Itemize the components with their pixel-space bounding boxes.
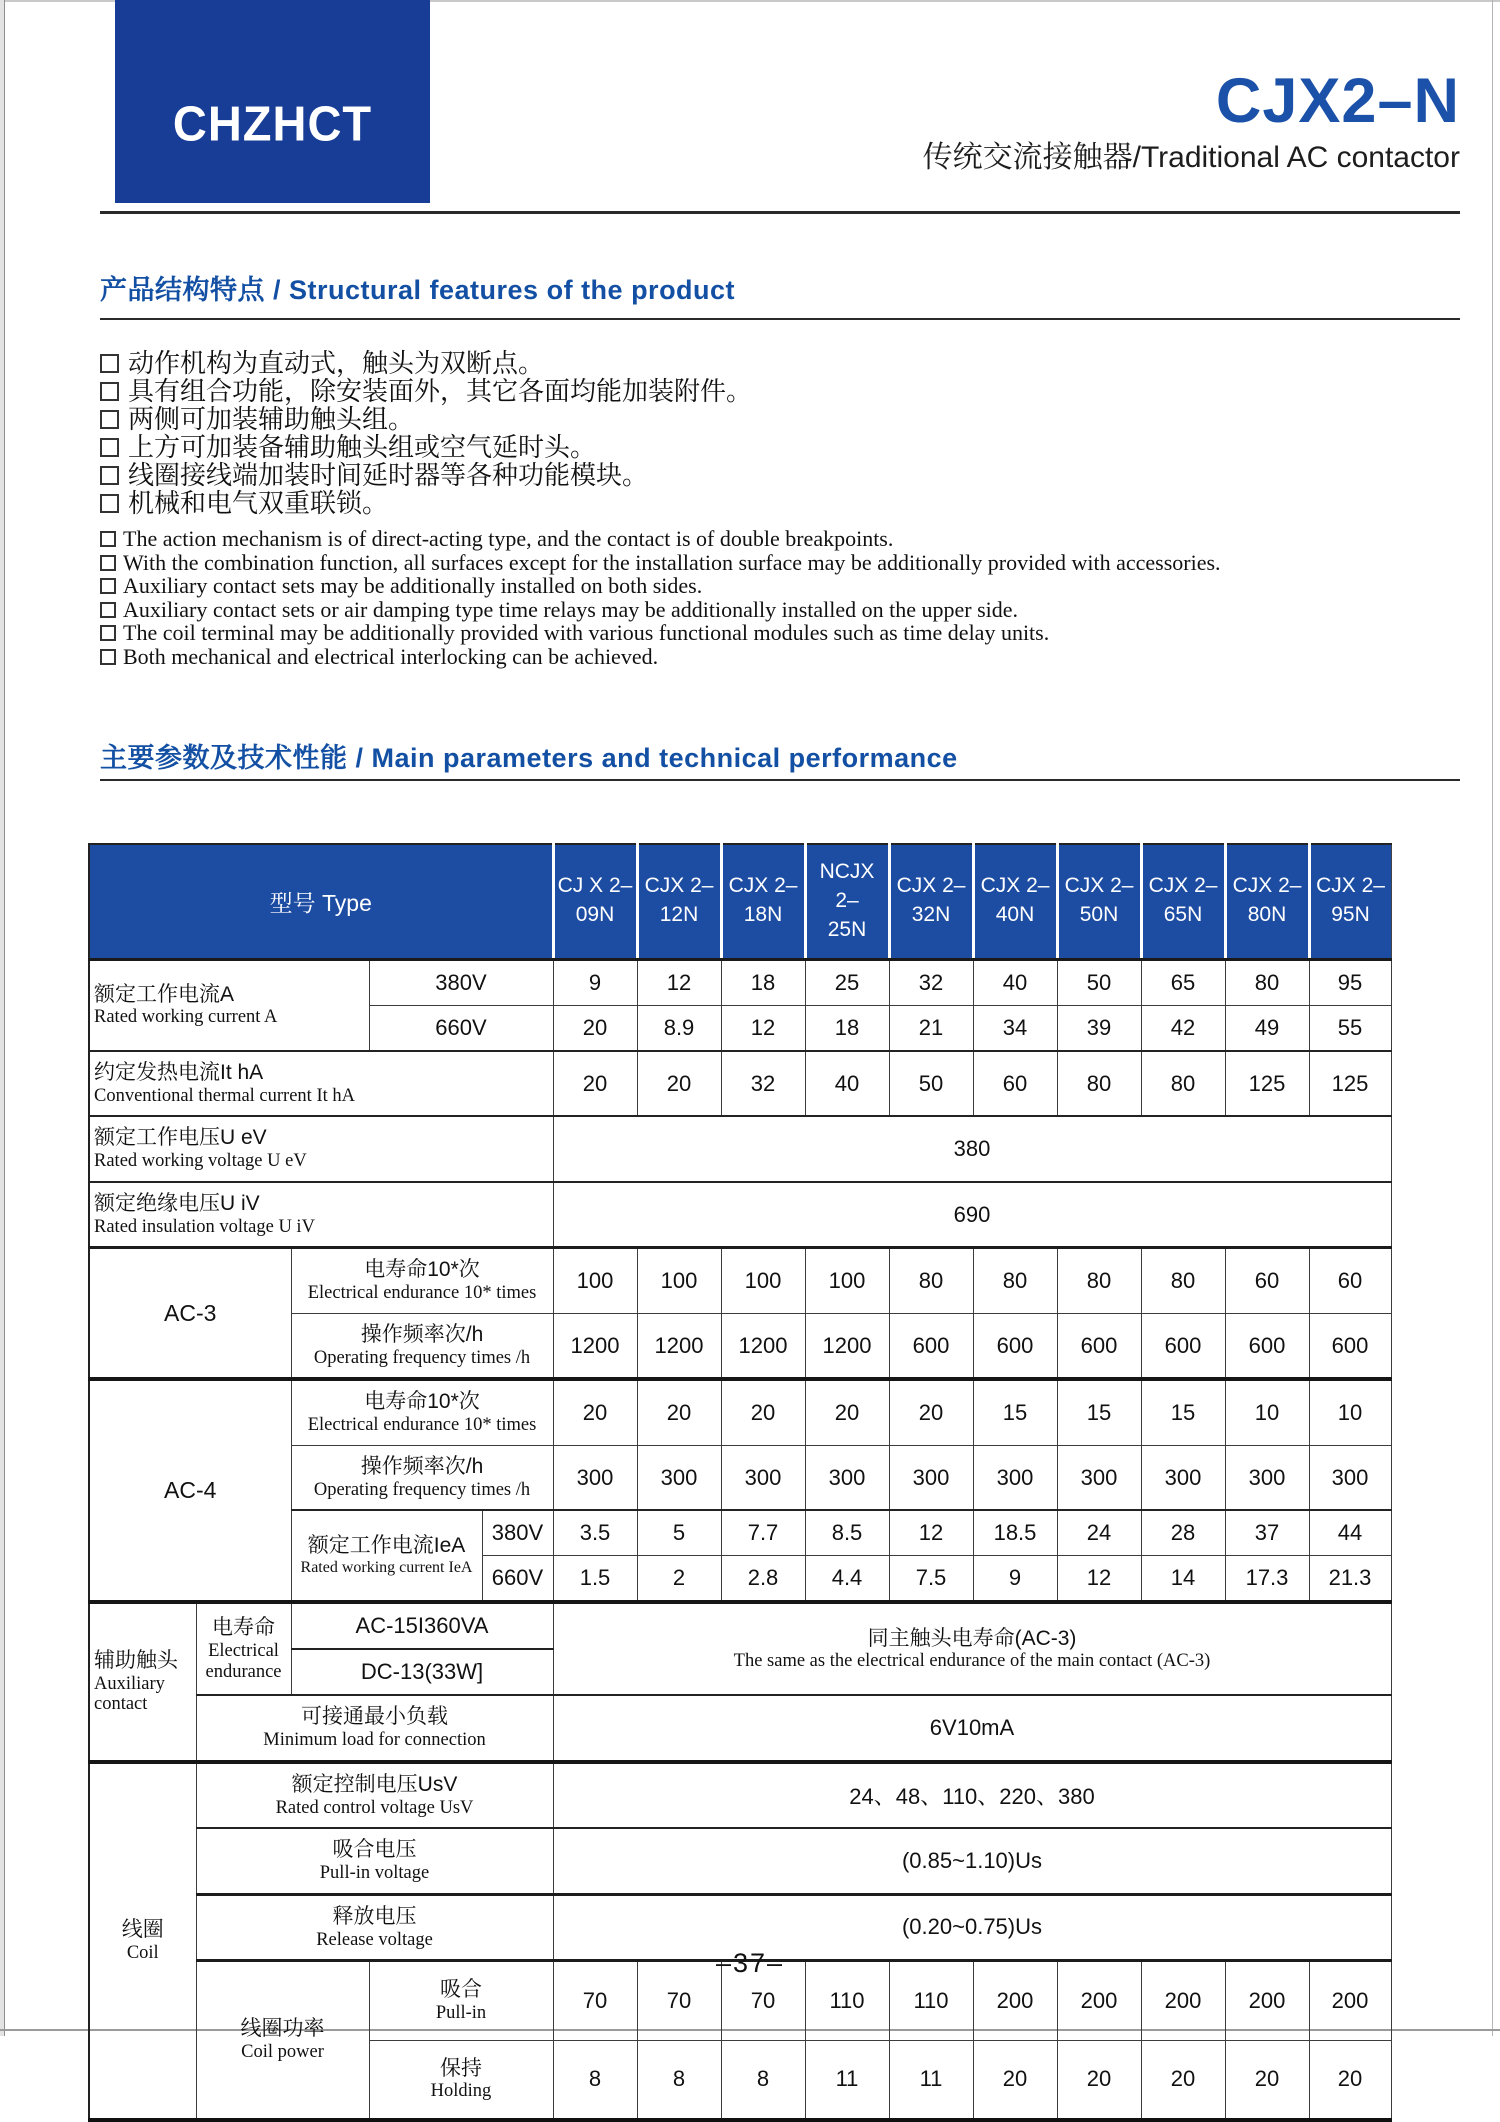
value-cell: 70 xyxy=(637,1961,721,2040)
sub-label-en: Operating frequency times /h xyxy=(313,1347,531,1368)
value-cell: 300 xyxy=(1309,1445,1391,1510)
value-cell: 55 xyxy=(1309,1005,1391,1051)
sub-label-zh: 额定控制电压UsV xyxy=(291,1772,458,1796)
table-header-row xyxy=(89,844,1391,959)
value-cell: 20 xyxy=(889,1379,973,1445)
value-cell: 80 xyxy=(1225,959,1309,1005)
feature-text: 线圈接线端加装时间延时器等各种功能模块。 xyxy=(128,460,649,490)
sub-label-en: Release voltage xyxy=(316,1929,433,1950)
value-cell: 300 xyxy=(889,1445,973,1510)
value-cell: 20 xyxy=(1057,2040,1141,2120)
value-cell: 20 xyxy=(553,1005,637,1051)
value-cell: 12 xyxy=(721,1005,805,1051)
group-label-ac4: AC-4 xyxy=(89,1379,291,1602)
table-row-aux-ac15 xyxy=(89,1602,1391,1649)
value-cell: 40 xyxy=(973,959,1057,1005)
merged-value: 690 xyxy=(553,1182,1391,1248)
value-cell: 300 xyxy=(1225,1445,1309,1510)
value-cell: 300 xyxy=(721,1445,805,1510)
value-cell: 100 xyxy=(553,1248,637,1313)
value-cell: 200 xyxy=(1309,1961,1391,2040)
value-cell: 8.5 xyxy=(805,1510,889,1556)
value-cell: 10 xyxy=(1309,1379,1391,1445)
table-row-working-voltage xyxy=(89,1116,1391,1181)
model-header-cell: CJX 2– 50N xyxy=(1057,844,1141,959)
sub-label-en: Rated working current IeA xyxy=(300,1559,473,1577)
value-cell: 17.3 xyxy=(1225,1556,1309,1603)
value-cell: 1200 xyxy=(805,1313,889,1379)
feature-item xyxy=(100,598,1490,622)
value-cell: 20 xyxy=(553,1051,637,1116)
value-cell: 10 xyxy=(1225,1379,1309,1445)
row-label-en: Rated working current A xyxy=(94,1007,278,1028)
sub-label-zh: 电寿命10*次 xyxy=(364,1390,480,1414)
value-cell: 1200 xyxy=(637,1313,721,1379)
features-heading: 产品结构特点 / Structural features of the product xyxy=(100,275,736,305)
feature-text: 动作机构为直动式，触头为双断点。 xyxy=(128,348,545,378)
value-cell: 125 xyxy=(1309,1051,1391,1116)
sub-label-en: Rated control voltage UsV xyxy=(275,1797,474,1818)
row-label xyxy=(89,1182,553,1248)
title-block xyxy=(922,66,1460,174)
row-label xyxy=(89,1116,553,1181)
feature-text: 具有组合功能，除安装面外，其它各面均能加装附件。 xyxy=(128,376,753,406)
sub-label: DC-13(33W] xyxy=(291,1649,553,1695)
checkbox-square-icon xyxy=(100,382,119,401)
row-label xyxy=(89,959,369,1051)
value-cell: 28 xyxy=(1141,1510,1225,1556)
table-row-ac4-endurance xyxy=(89,1379,1391,1445)
value-cell: 600 xyxy=(1309,1313,1391,1379)
parameters-table xyxy=(88,843,1392,2122)
sub-label-en: Electrical endurance 10* times xyxy=(307,1283,537,1304)
model-header-cell: CJX 2– 18N xyxy=(721,844,805,959)
value-cell: 20 xyxy=(1141,2040,1225,2120)
value-cell: 80 xyxy=(889,1248,973,1313)
feature-item xyxy=(100,433,1480,461)
sub-label xyxy=(291,1313,553,1379)
value-cell: 37 xyxy=(1225,1510,1309,1556)
sub-label-zh: 保持 xyxy=(440,2056,482,2080)
row-label-en: Rated insulation voltage U iV xyxy=(94,1216,315,1237)
value-cell: 20 xyxy=(973,2040,1057,2120)
sub-label-zh: 吸合 xyxy=(440,1978,482,2002)
merged-value: 6V10mA xyxy=(553,1695,1391,1761)
value-cell: 21 xyxy=(889,1005,973,1051)
value-cell: 70 xyxy=(553,1961,637,2040)
value-cell: 60 xyxy=(1225,1248,1309,1313)
checkbox-square-icon xyxy=(100,494,119,513)
checkbox-square-icon xyxy=(100,410,119,429)
value-cell: 60 xyxy=(1309,1248,1391,1313)
value-cell: 20 xyxy=(553,1379,637,1445)
row-label-en: Rated working voltage U eV xyxy=(94,1151,307,1172)
value-cell: 4.4 xyxy=(805,1556,889,1603)
value-cell: 25 xyxy=(805,959,889,1005)
group-label-en: Coil xyxy=(126,1943,159,1964)
brand-logo-text: CHZHCT xyxy=(172,95,373,152)
value-cell: 95 xyxy=(1309,959,1391,1005)
feature-text: With the combination function, all surfaces except for the installation surface may be additionally provided with accessories. xyxy=(123,549,1221,575)
sub-label xyxy=(291,1510,482,1602)
model-header-cell: CJX 2– 40N xyxy=(973,844,1057,959)
feature-item xyxy=(100,461,1480,489)
value-cell: 80 xyxy=(1141,1051,1225,1116)
value-cell: 600 xyxy=(1057,1313,1141,1379)
sub-label-zh: 释放电压 xyxy=(332,1904,417,1928)
feature-item xyxy=(100,405,1480,433)
value-cell: 200 xyxy=(1057,1961,1141,2040)
sub-label-zh: 吸合电压 xyxy=(332,1838,417,1862)
sub-label-en: Electrical endurance xyxy=(205,1640,282,1682)
sub-label xyxy=(196,1695,553,1761)
merged-value-zh: 同主触头电寿命(AC-3) xyxy=(867,1626,1077,1650)
value-cell: 200 xyxy=(1141,1961,1225,2040)
feature-text: 两侧可加装辅助触头组。 xyxy=(128,404,415,434)
value-cell: 1200 xyxy=(553,1313,637,1379)
feature-text: 机械和电气双重联锁。 xyxy=(128,488,389,518)
merged-value xyxy=(553,1602,1391,1695)
model-header-cell: CJX 2– 95N xyxy=(1309,844,1391,959)
value-cell: 1.5 xyxy=(553,1556,637,1603)
sub-label-en: Holding xyxy=(430,2081,492,2102)
value-cell: 34 xyxy=(973,1005,1057,1051)
value-cell: 8 xyxy=(553,2040,637,2120)
sub-label-zh: 线圈功率 xyxy=(240,2017,325,2041)
value-cell: 12 xyxy=(1057,1556,1141,1603)
features-list-zh xyxy=(100,349,1480,517)
sub-label-zh: 电寿命 xyxy=(212,1616,275,1640)
sub-label: 380V xyxy=(369,959,553,1005)
value-cell: 14 xyxy=(1141,1556,1225,1603)
value-cell: 100 xyxy=(805,1248,889,1313)
table-row-rated-current-380 xyxy=(89,959,1391,1005)
value-cell: 32 xyxy=(721,1051,805,1116)
row-label-zh: 额定绝缘电压U iV xyxy=(94,1191,260,1215)
value-cell: 200 xyxy=(973,1961,1057,2040)
value-cell: 200 xyxy=(1225,1961,1309,2040)
feature-item xyxy=(100,574,1490,598)
row-label-zh: 额定工作电压U eV xyxy=(94,1126,267,1150)
value-cell: 70 xyxy=(721,1961,805,2040)
value-cell: 600 xyxy=(1141,1313,1225,1379)
value-cell: 20 xyxy=(637,1379,721,1445)
checkbox-square-icon xyxy=(100,625,116,641)
group-label-en: Auxiliary contact xyxy=(94,1673,165,1715)
row-label-zh: 额定工作电流A xyxy=(94,982,235,1006)
sub-label xyxy=(196,1762,553,1828)
sub-label-zh: 可接通最小负载 xyxy=(301,1705,448,1729)
value-cell: 24 xyxy=(1057,1510,1141,1556)
value-cell: 42 xyxy=(1141,1005,1225,1051)
value-cell: 65 xyxy=(1141,959,1225,1005)
sub-label-zh: 电寿命10*次 xyxy=(364,1258,480,1282)
merged-value: (0.85~1.10)Us xyxy=(553,1828,1391,1894)
value-cell: 7.7 xyxy=(721,1510,805,1556)
value-cell: 600 xyxy=(889,1313,973,1379)
value-cell: 12 xyxy=(637,959,721,1005)
feature-item xyxy=(100,377,1480,405)
row-label xyxy=(89,1051,553,1116)
value-cell: 100 xyxy=(637,1248,721,1313)
value-cell: 18.5 xyxy=(973,1510,1057,1556)
sub-label: 380V xyxy=(482,1510,553,1556)
checkbox-square-icon xyxy=(100,649,116,665)
value-cell: 7.5 xyxy=(889,1556,973,1603)
value-cell: 49 xyxy=(1225,1005,1309,1051)
type-header-cell: 型号 Type xyxy=(89,844,553,959)
value-cell: 3.5 xyxy=(553,1510,637,1556)
model-header-cell: CJX 2– 32N xyxy=(889,844,973,959)
value-cell: 1200 xyxy=(721,1313,805,1379)
table-row-ac3-endurance xyxy=(89,1248,1391,1313)
value-cell: 60 xyxy=(973,1051,1057,1116)
sub-label-en: Electrical endurance 10* times xyxy=(307,1415,537,1436)
value-cell: 11 xyxy=(805,2040,889,2120)
group-label-auxiliary-contact xyxy=(89,1602,196,1761)
group-label-zh: 线圈 xyxy=(121,1918,164,1942)
sub-label-coil-power xyxy=(196,1961,369,2120)
feature-item xyxy=(100,349,1480,377)
brand-logo xyxy=(115,0,430,203)
value-cell: 21.3 xyxy=(1309,1556,1391,1603)
value-cell: 80 xyxy=(1057,1248,1141,1313)
merged-value: (0.20~0.75)Us xyxy=(553,1894,1391,1960)
checkbox-square-icon xyxy=(100,466,119,485)
features-list-en xyxy=(100,527,1490,668)
checkbox-square-icon xyxy=(100,578,116,594)
value-cell: 50 xyxy=(889,1051,973,1116)
feature-text: Auxiliary contact sets or air damping type time relays may be additionally installed on the upper side. xyxy=(123,596,1019,622)
page-edge-left-line xyxy=(4,0,5,2036)
model-header-cell: NCJX 2– 25N xyxy=(805,844,889,959)
table-row-min-load xyxy=(89,1695,1391,1761)
row-label-zh: 约定发热电流It hA xyxy=(94,1060,264,1084)
checkbox-square-icon xyxy=(100,531,116,547)
group-label-zh: 辅助触头 xyxy=(94,1648,178,1672)
feature-text: Both mechanical and electrical interlocking can be achieved. xyxy=(123,643,659,669)
value-cell: 18 xyxy=(805,1005,889,1051)
feature-item xyxy=(100,551,1490,575)
value-cell: 8 xyxy=(637,2040,721,2120)
sub-label-en: Minimum load for connection xyxy=(263,1730,486,1751)
product-title: CJX2–N xyxy=(1215,66,1460,136)
value-cell: 300 xyxy=(805,1445,889,1510)
group-label-coil xyxy=(89,1762,196,2120)
value-cell: 9 xyxy=(553,959,637,1005)
value-cell: 80 xyxy=(1141,1248,1225,1313)
sub-label-en: Pull-in voltage xyxy=(319,1863,430,1884)
group-label-ac3: AC-3 xyxy=(89,1248,291,1379)
sub-label-en: Operating frequency times /h xyxy=(313,1479,531,1500)
model-header-cell: CJ X 2– 09N xyxy=(553,844,637,959)
value-cell: 300 xyxy=(553,1445,637,1510)
value-cell: 20 xyxy=(637,1051,721,1116)
value-cell: 40 xyxy=(805,1051,889,1116)
feature-item xyxy=(100,489,1480,517)
sub-label-en: Coil power xyxy=(241,2042,324,2063)
value-cell: 20 xyxy=(805,1379,889,1445)
page-number: –37– xyxy=(715,1948,785,1978)
value-cell: 2 xyxy=(637,1556,721,1603)
sub-label: 660V xyxy=(482,1556,553,1603)
page-edge-right xyxy=(1492,0,1493,2036)
value-cell: 2.8 xyxy=(721,1556,805,1603)
checkbox-square-icon xyxy=(100,438,119,457)
sub-label-zh: 操作频率次/h xyxy=(360,1322,484,1346)
header-rule xyxy=(100,211,1460,214)
feature-text: Auxiliary contact sets may be additionally installed on both sides. xyxy=(123,573,703,598)
value-cell: 32 xyxy=(889,959,973,1005)
value-cell: 20 xyxy=(1309,2040,1391,2120)
value-cell: 300 xyxy=(1057,1445,1141,1510)
value-cell: 80 xyxy=(1057,1051,1141,1116)
sub-label xyxy=(291,1445,553,1510)
feature-item xyxy=(100,527,1490,551)
value-cell: 300 xyxy=(637,1445,721,1510)
value-cell: 20 xyxy=(1225,2040,1309,2120)
model-header-cell: CJX 2– 65N xyxy=(1141,844,1225,959)
value-cell: 15 xyxy=(973,1379,1057,1445)
value-cell: 18 xyxy=(721,959,805,1005)
feature-text: The action mechanism is of direct-acting type, and the contact is of double breakpoints. xyxy=(123,526,894,551)
sub-label-en: Pull-in xyxy=(435,2003,487,2023)
value-cell: 9 xyxy=(973,1556,1057,1603)
value-cell: 20 xyxy=(721,1379,805,1445)
value-cell: 44 xyxy=(1309,1510,1391,1556)
feature-text: The coil terminal may be additionally provided with various functional modules such as time delay units. xyxy=(123,620,1050,645)
model-header-cell: CJX 2– 80N xyxy=(1225,844,1309,959)
value-cell: 100 xyxy=(721,1248,805,1313)
merged-value: 24、48、110、220、380 xyxy=(553,1762,1391,1828)
value-cell: 80 xyxy=(973,1248,1057,1313)
value-cell: 600 xyxy=(973,1313,1057,1379)
sub-label xyxy=(196,1828,553,1894)
table-row-pullin-voltage xyxy=(89,1828,1391,1894)
value-cell: 110 xyxy=(805,1961,889,2040)
parameters-heading: 主要参数及技术性能 / Main parameters and technical performance xyxy=(100,743,958,773)
sub-label xyxy=(196,1602,291,1695)
sub-label xyxy=(291,1379,553,1445)
merged-value: 380 xyxy=(553,1116,1391,1181)
feature-item xyxy=(100,645,1490,669)
parameters-heading-rule xyxy=(100,779,1460,781)
value-cell: 125 xyxy=(1225,1051,1309,1116)
sub-label-zh: 操作频率次/h xyxy=(360,1454,484,1478)
sub-label: 660V xyxy=(369,1005,553,1051)
checkbox-square-icon xyxy=(100,602,116,618)
sub-label xyxy=(291,1248,553,1313)
row-label-en: Conventional thermal current It hA xyxy=(94,1085,355,1106)
table-row-insulation-voltage xyxy=(89,1182,1391,1248)
sub-label: AC-15I360VA xyxy=(291,1602,553,1649)
value-cell: 300 xyxy=(973,1445,1057,1510)
feature-item xyxy=(100,621,1490,645)
sub-label-zh: 额定工作电流IeA xyxy=(307,1534,466,1558)
merged-value-en: The same as the electrical endurance of the main contact (AC-3) xyxy=(733,1651,1211,1672)
value-cell: 110 xyxy=(889,1961,973,2040)
feature-text: 上方可加装备辅助触头组或空气延时头。 xyxy=(128,432,597,462)
value-cell: 50 xyxy=(1057,959,1141,1005)
value-cell: 8 xyxy=(721,2040,805,2120)
table-row-thermal-current xyxy=(89,1051,1391,1116)
checkbox-square-icon xyxy=(100,354,119,373)
value-cell: 15 xyxy=(1057,1379,1141,1445)
value-cell: 11 xyxy=(889,2040,973,2120)
table-row-control-voltage xyxy=(89,1762,1391,1828)
value-cell: 300 xyxy=(1141,1445,1225,1510)
value-cell: 12 xyxy=(889,1510,973,1556)
features-heading-rule xyxy=(100,318,1460,320)
product-subtitle: 传统交流接触器/Traditional AC contactor xyxy=(922,141,1460,174)
value-cell: 39 xyxy=(1057,1005,1141,1051)
model-header-cell: CJX 2– 12N xyxy=(637,844,721,959)
value-cell: 600 xyxy=(1225,1313,1309,1379)
value-cell: 15 xyxy=(1141,1379,1225,1445)
sub-label xyxy=(369,2040,553,2120)
value-cell: 5 xyxy=(637,1510,721,1556)
checkbox-square-icon xyxy=(100,555,116,571)
value-cell: 8.9 xyxy=(637,1005,721,1051)
